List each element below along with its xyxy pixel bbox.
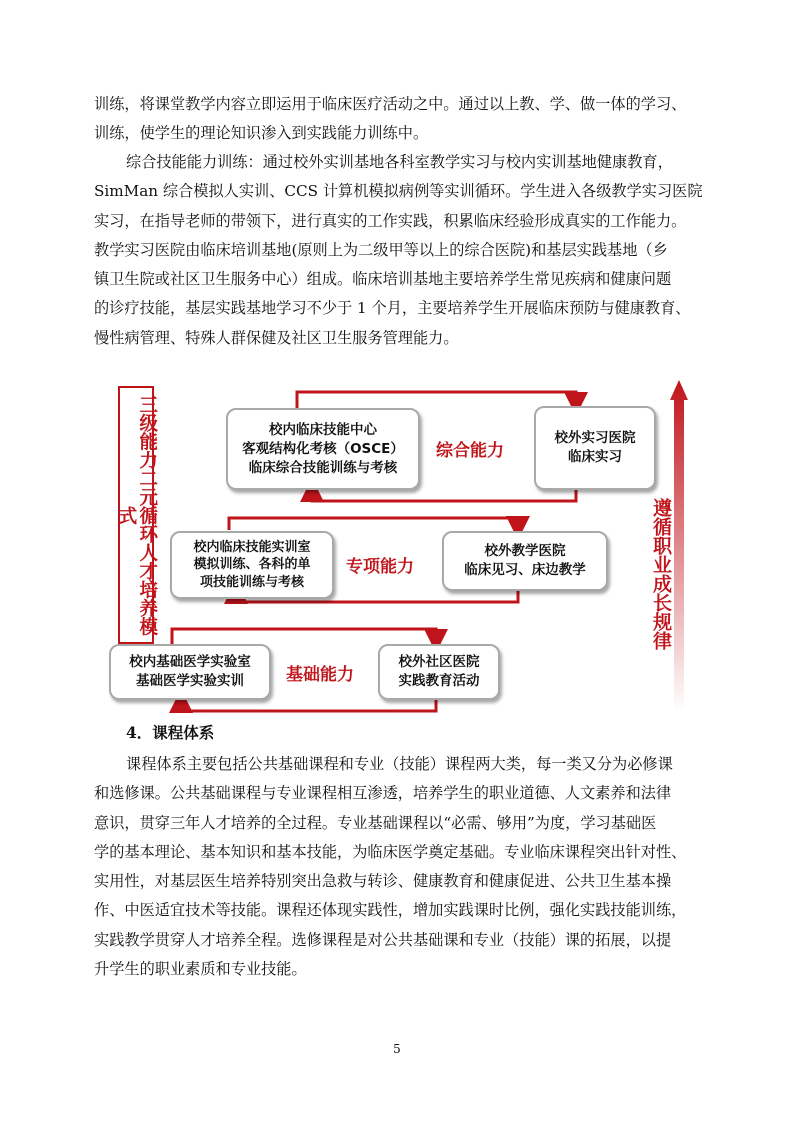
text-line: 升学生的职业素质和专业技能。 bbox=[94, 960, 307, 979]
text-line: 实用性，对基层医生培养特别突出急救与转诊、健康教育和健康促进、公共卫生基本操 bbox=[94, 872, 672, 891]
text-line: 意识，贯穿三年人才培养的全过程。专业基础课程以“必需、够用”为度，学习基础医 bbox=[94, 813, 657, 832]
box-text: 基础医学实验实训 bbox=[136, 673, 244, 689]
box-campus-basic-medicine-lab bbox=[109, 644, 271, 700]
label-comprehensive-ability: 综合能力 bbox=[436, 441, 504, 461]
text-line: 综合技能能力训练：通过校外实训基地各科室教学实习与校内实训基地健康教育， bbox=[126, 153, 673, 171]
section-heading: 4．课程体系 bbox=[126, 723, 215, 742]
box-text: 校内临床技能中心 bbox=[269, 421, 377, 438]
label-basic-ability: 基础能力 bbox=[286, 665, 354, 685]
box-text: 校外社区医院 bbox=[398, 654, 480, 670]
box-text: 校内基础医学实验室 bbox=[129, 654, 251, 670]
text-line: SimMan 综合模拟人实训、CCS 计算机模拟病例等实训循环。学生进入各级教学实习医院 bbox=[94, 182, 703, 201]
top-cycle-arrow-back bbox=[312, 490, 576, 501]
box-off-campus-teaching-hospital bbox=[442, 531, 608, 591]
box-off-campus-internship-hospital bbox=[534, 406, 656, 490]
box-text: 临床实习 bbox=[568, 449, 622, 465]
page-number: 5 bbox=[393, 1042, 401, 1056]
box-campus-clinical-skills-center bbox=[226, 408, 420, 490]
box-off-campus-community-hospital bbox=[378, 644, 500, 700]
text-line: 慢性病管理、特殊人群保健及社区卫生服务管理能力。 bbox=[94, 328, 459, 347]
text-line: 镇卫生院或社区卫生服务中心）组成。临床培训基地主要培养学生常见疾病和健康问题 bbox=[94, 270, 672, 289]
box-text: 项技能训练与考核 bbox=[199, 574, 304, 590]
top-cycle-arrow-forward bbox=[297, 392, 576, 408]
text-line: 作、中医适宜技术等技能。课程还体现实践性，增加实践课时比例，强化实践技能训练， bbox=[94, 901, 687, 920]
text-line: 训练，将课堂教学内容立即运用于临床医疗活动之中。通过以上教、学、做一体的学习、 bbox=[94, 95, 687, 113]
box-text: 临床综合技能训练与考核 bbox=[248, 459, 398, 476]
training-model-diagram bbox=[106, 378, 692, 714]
text-line: 实习，在指导老师的带领下，进行真实的工作实践，积累临床经验形成真实的工作能力。 bbox=[94, 211, 687, 230]
box-text: 客观结构化考核（OSCE） bbox=[242, 440, 404, 457]
box-campus-skills-training-room bbox=[170, 531, 334, 599]
growth-arrow bbox=[670, 380, 688, 712]
box-text: 校外实习医院 bbox=[554, 430, 636, 446]
bottom-cycle-arrow-forward bbox=[172, 629, 436, 644]
box-text: 临床见习、床边教学 bbox=[464, 562, 586, 578]
label-specialized-ability: 专项能力 bbox=[346, 557, 414, 577]
paragraph-comprehensive-skills bbox=[94, 148, 703, 353]
box-text: 校外教学医院 bbox=[484, 543, 566, 559]
right-vertical-title: 遵循职业成长规律 bbox=[650, 498, 672, 650]
left-vertical-title: 三级能力二元循环人才培养模式 bbox=[118, 386, 154, 644]
paragraph-intro bbox=[94, 90, 700, 149]
text-line: 实践教学贯穿人才培养全程。选修课程是对公共基础课和专业（技能）课的拓展，以提 bbox=[94, 930, 672, 949]
bottom-cycle-arrow-back bbox=[181, 700, 436, 711]
box-text: 校内临床技能实训室 bbox=[193, 539, 311, 555]
text-line: 课程体系主要包括公共基础课程和专业（技能）课程两大类，每一类又分为必修课 bbox=[126, 755, 673, 773]
middle-cycle-arrow-forward bbox=[229, 518, 518, 530]
box-text: 模拟训练、各科的单 bbox=[193, 557, 311, 573]
box-text: 实践教育活动 bbox=[398, 673, 480, 689]
text-line: 和选修课。公共基础课程与专业课程相互渗透，培养学生的职业道德、人文素养和法律 bbox=[94, 784, 672, 803]
text-line: 的诊疗技能，基层实践基地学习不少于 1 个月，主要培养学生开展临床预防与健康教育、 bbox=[94, 299, 691, 318]
text-line: 学的基本理论、基本知识和基本技能，为临床医学奠定基础。专业临床课程突出针对性、 bbox=[94, 842, 687, 861]
paragraph-curriculum bbox=[94, 750, 700, 984]
text-line: 教学实习医院由临床培训基地(原则上为二级甲等以上的综合医院)和基层实践基地（乡 bbox=[94, 240, 668, 259]
text-line: 训练，使学生的理论知识渗入到实践能力训练中。 bbox=[94, 124, 429, 143]
